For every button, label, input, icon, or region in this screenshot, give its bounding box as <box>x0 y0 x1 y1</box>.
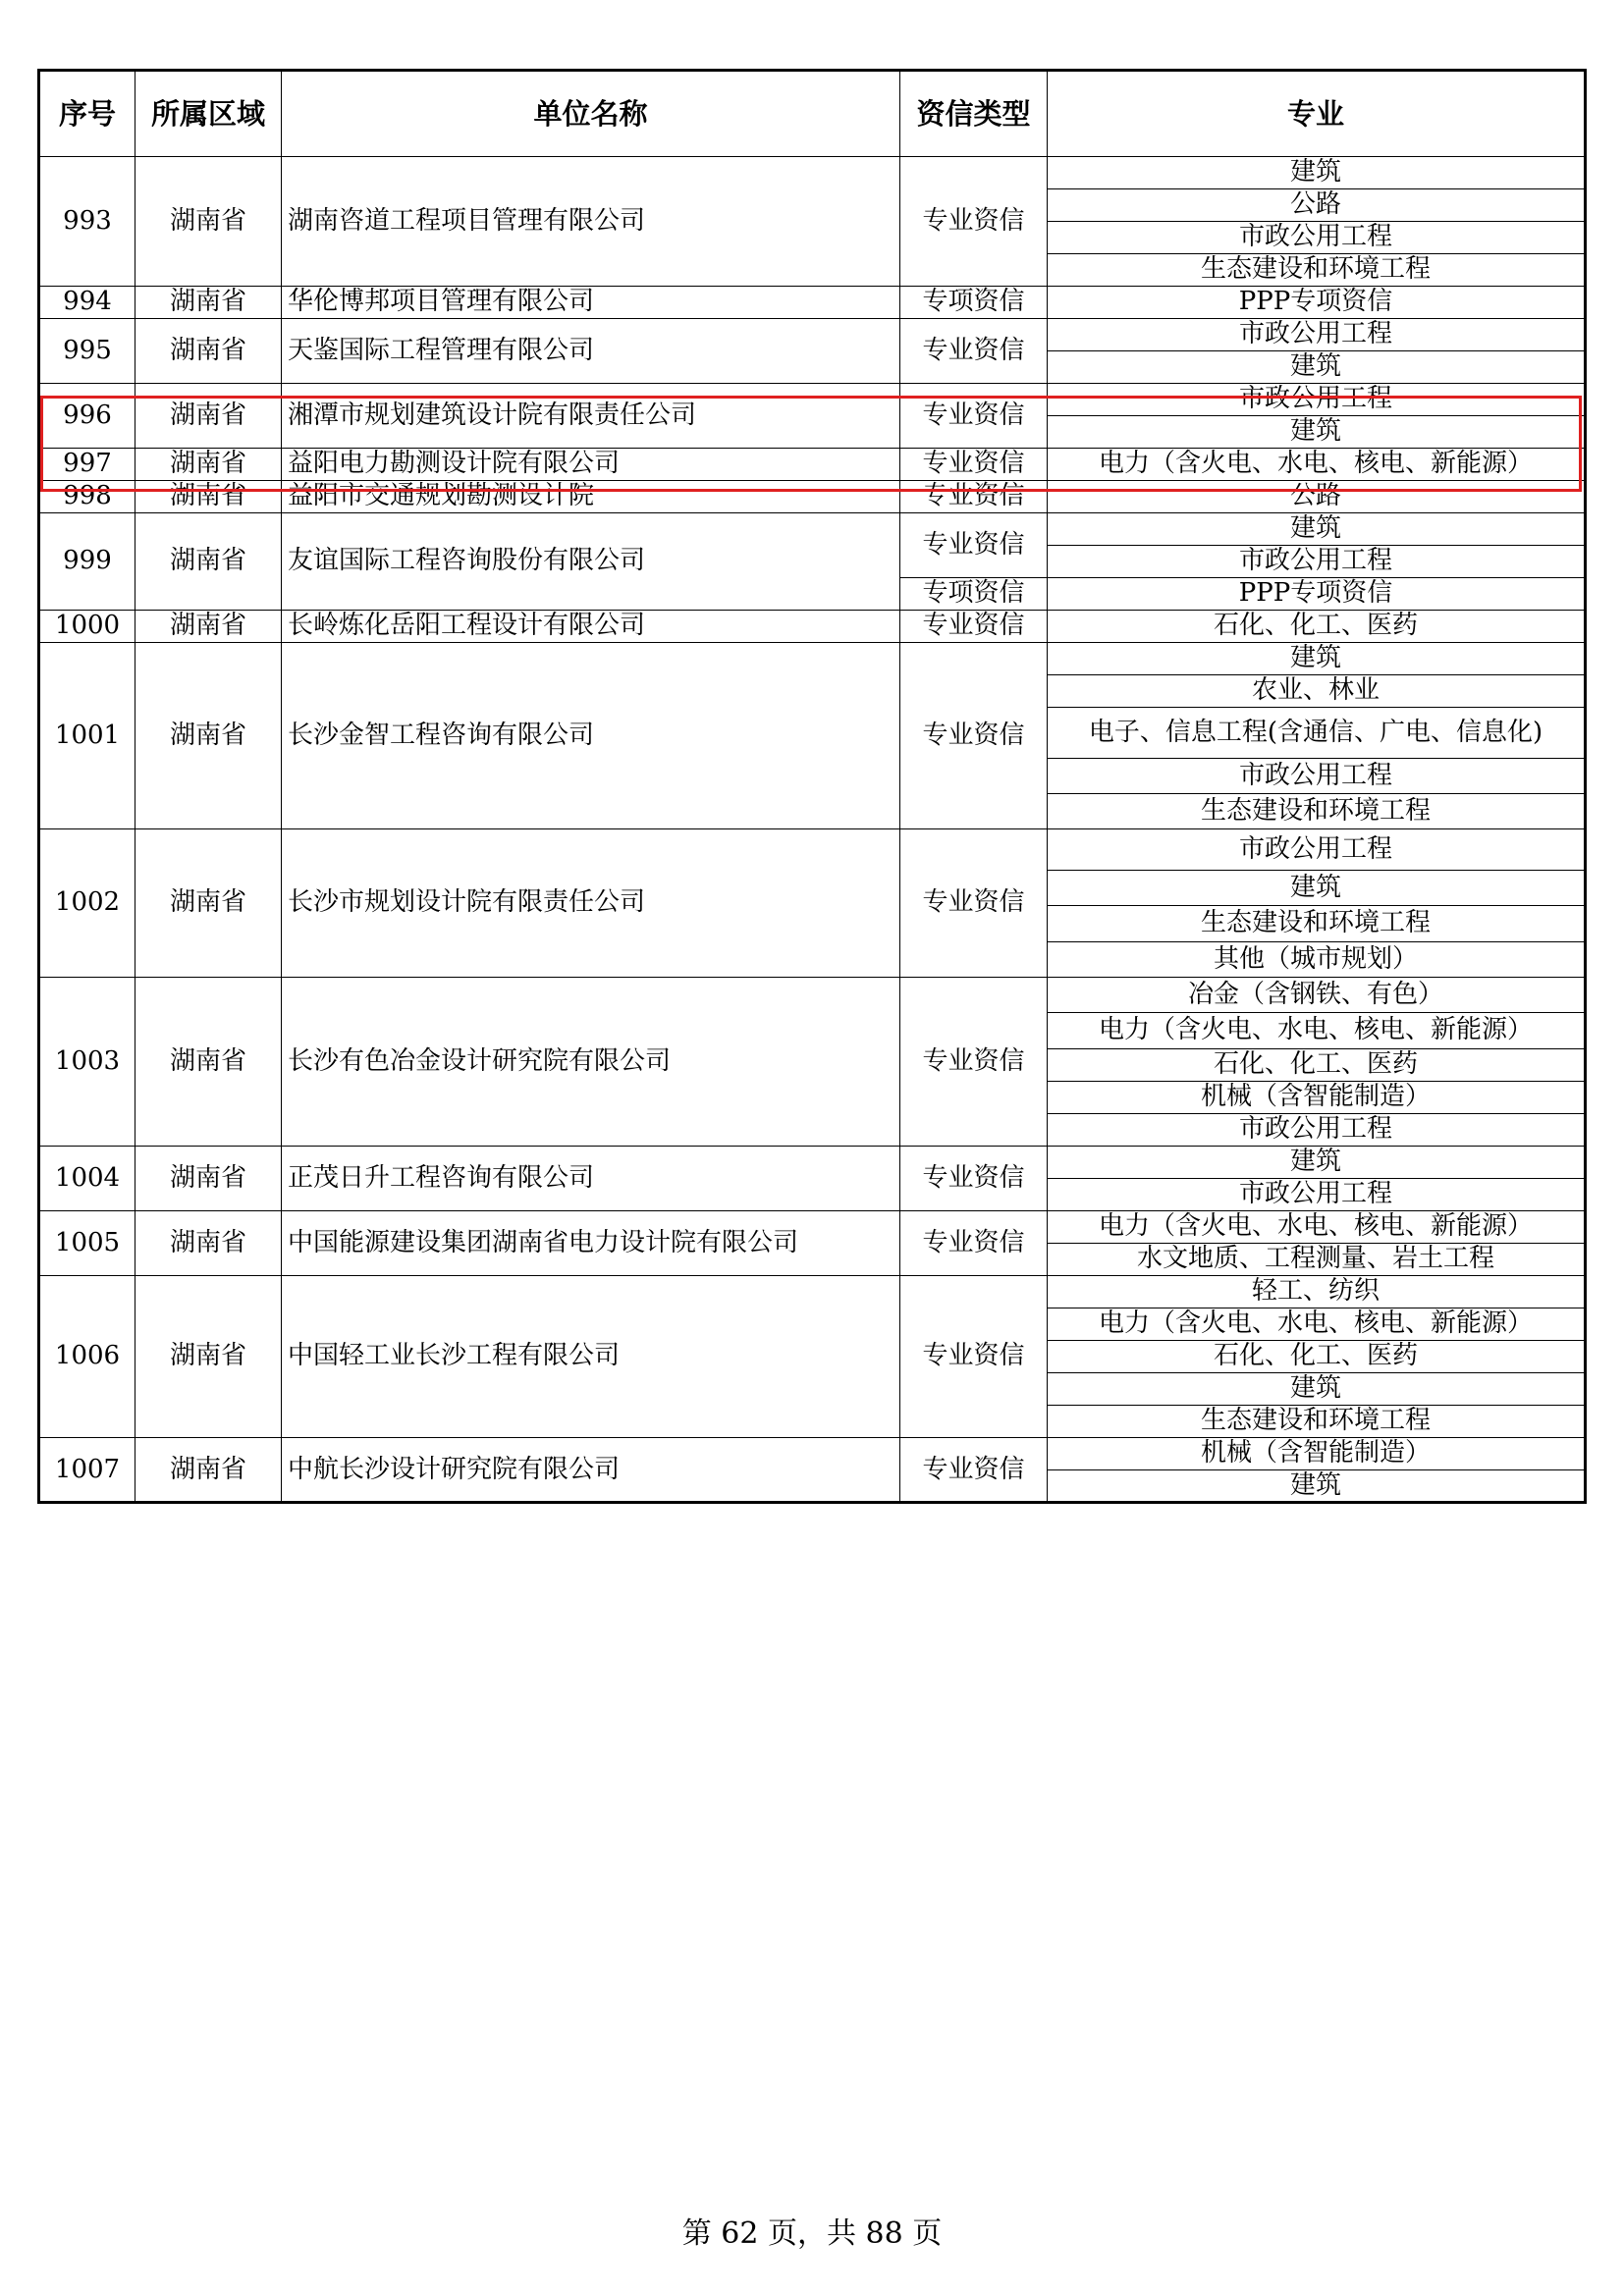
cell-specialty: 电力（含火电、水电、核电、新能源） <box>1048 1013 1586 1049</box>
cell-specialty: 建筑 <box>1048 1147 1586 1179</box>
header-cell-region: 所属区域 <box>135 71 282 157</box>
table-row <box>39 1147 1586 1179</box>
cell-specialty: 公路 <box>1048 481 1586 513</box>
cell-unit-name: 天鉴国际工程管理有限公司 <box>282 319 900 384</box>
cell-specialty: 电力（含火电、水电、核电、新能源） <box>1048 1308 1586 1341</box>
table-header-row <box>39 71 1586 157</box>
cell-region: 湖南省 <box>135 978 282 1147</box>
cell-no: 994 <box>39 287 135 319</box>
cell-unit-name: 长沙金智工程咨询有限公司 <box>282 643 900 829</box>
cell-qualification-type: 专业资信 <box>900 643 1048 829</box>
cell-qualification-type: 专业资信 <box>900 384 1048 449</box>
table-row <box>39 157 1586 189</box>
cell-unit-name: 益阳市交通规划勘测设计院 <box>282 481 900 513</box>
cell-specialty: PPP专项资信 <box>1048 287 1586 319</box>
cell-specialty: 建筑 <box>1048 1470 1586 1503</box>
cell-no: 1001 <box>39 643 135 829</box>
cell-unit-name: 湖南咨道工程项目管理有限公司 <box>282 157 900 287</box>
cell-specialty: 建筑 <box>1048 351 1586 384</box>
header-cell-name: 单位名称 <box>282 71 900 157</box>
cell-specialty: 轻工、纺织 <box>1048 1276 1586 1308</box>
cell-qualification-type: 专业资信 <box>900 1276 1048 1438</box>
cell-region: 湖南省 <box>135 319 282 384</box>
cell-no: 1003 <box>39 978 135 1147</box>
cell-specialty: 生态建设和环境工程 <box>1048 794 1586 829</box>
cell-region: 湖南省 <box>135 449 282 481</box>
header-cell-spec: 专业 <box>1048 71 1586 157</box>
cell-specialty: 市政公用工程 <box>1048 319 1586 351</box>
table-row <box>39 287 1586 319</box>
cell-qualification-type: 专项资信 <box>900 578 1048 611</box>
cell-region: 湖南省 <box>135 1211 282 1276</box>
table-row <box>39 1438 1586 1470</box>
table-row <box>39 978 1586 1013</box>
cell-specialty: 建筑 <box>1048 643 1586 675</box>
cell-region: 湖南省 <box>135 829 282 978</box>
page-footer: 第 62 页，共 88 页 <box>681 2216 943 2251</box>
cell-unit-name: 中航长沙设计研究院有限公司 <box>282 1438 900 1503</box>
cell-specialty: 市政公用工程 <box>1048 384 1586 416</box>
table-row <box>39 319 1586 351</box>
header-cell-type: 资信类型 <box>900 71 1048 157</box>
cell-qualification-type: 专业资信 <box>900 1438 1048 1503</box>
cell-unit-name: 正茂日升工程咨询有限公司 <box>282 1147 900 1211</box>
cell-region: 湖南省 <box>135 513 282 611</box>
table-row <box>39 1276 1586 1308</box>
cell-region: 湖南省 <box>135 1147 282 1211</box>
table-row <box>39 829 1586 871</box>
cell-qualification-type: 专业资信 <box>900 449 1048 481</box>
cell-specialty: 市政公用工程 <box>1048 1179 1586 1211</box>
table-row <box>39 449 1586 481</box>
table-row <box>39 513 1586 546</box>
cell-qualification-type: 专业资信 <box>900 319 1048 384</box>
cell-specialty: 建筑 <box>1048 1373 1586 1406</box>
cell-specialty: 建筑 <box>1048 871 1586 906</box>
cell-specialty: 石化、化工、医药 <box>1048 1049 1586 1082</box>
cell-specialty: 机械（含智能制造） <box>1048 1438 1586 1470</box>
table-row <box>39 481 1586 513</box>
cell-specialty: 公路 <box>1048 189 1586 222</box>
cell-no: 1006 <box>39 1276 135 1438</box>
cell-specialty: 电子、信息工程(含通信、广电、信息化) <box>1048 708 1586 759</box>
cell-specialty: 冶金（含钢铁、有色） <box>1048 978 1586 1013</box>
cell-specialty: 电力（含火电、水电、核电、新能源） <box>1048 449 1586 481</box>
cell-unit-name: 长沙有色冶金设计研究院有限公司 <box>282 978 900 1147</box>
cell-specialty: 生态建设和环境工程 <box>1048 254 1586 287</box>
cell-no: 997 <box>39 449 135 481</box>
cell-specialty: 生态建设和环境工程 <box>1048 906 1586 942</box>
cell-specialty: 石化、化工、医药 <box>1048 611 1586 643</box>
table-row <box>39 643 1586 675</box>
cell-region: 湖南省 <box>135 643 282 829</box>
header-cell-no: 序号 <box>39 71 135 157</box>
cell-specialty: 建筑 <box>1048 513 1586 546</box>
cell-qualification-type: 专业资信 <box>900 157 1048 287</box>
cell-unit-name: 中国轻工业长沙工程有限公司 <box>282 1276 900 1438</box>
cell-region: 湖南省 <box>135 1276 282 1438</box>
cell-specialty: 石化、化工、医药 <box>1048 1341 1586 1373</box>
cell-qualification-type: 专项资信 <box>900 287 1048 319</box>
cell-specialty: 水文地质、工程测量、岩土工程 <box>1048 1244 1586 1276</box>
table-body <box>39 157 1586 1503</box>
cell-specialty: 市政公用工程 <box>1048 829 1586 871</box>
cell-unit-name: 华伦博邦项目管理有限公司 <box>282 287 900 319</box>
cell-qualification-type: 专业资信 <box>900 513 1048 578</box>
qualification-table <box>37 69 1587 1504</box>
cell-unit-name: 益阳电力勘测设计院有限公司 <box>282 449 900 481</box>
cell-no: 999 <box>39 513 135 611</box>
cell-specialty: 其他（城市规划） <box>1048 942 1586 978</box>
cell-no: 1007 <box>39 1438 135 1503</box>
cell-no: 1002 <box>39 829 135 978</box>
cell-qualification-type: 专业资信 <box>900 481 1048 513</box>
cell-no: 995 <box>39 319 135 384</box>
cell-qualification-type: 专业资信 <box>900 611 1048 643</box>
cell-specialty: PPP专项资信 <box>1048 578 1586 611</box>
cell-unit-name: 友谊国际工程咨询股份有限公司 <box>282 513 900 611</box>
cell-unit-name: 长岭炼化岳阳工程设计有限公司 <box>282 611 900 643</box>
cell-specialty: 建筑 <box>1048 157 1586 189</box>
cell-unit-name: 湘潭市规划建筑设计院有限责任公司 <box>282 384 900 449</box>
cell-region: 湖南省 <box>135 157 282 287</box>
cell-no: 998 <box>39 481 135 513</box>
cell-no: 1004 <box>39 1147 135 1211</box>
cell-region: 湖南省 <box>135 611 282 643</box>
cell-region: 湖南省 <box>135 481 282 513</box>
cell-qualification-type: 专业资信 <box>900 978 1048 1147</box>
cell-specialty: 机械（含智能制造） <box>1048 1082 1586 1114</box>
cell-specialty: 市政公用工程 <box>1048 1114 1586 1147</box>
cell-unit-name: 中国能源建设集团湖南省电力设计院有限公司 <box>282 1211 900 1276</box>
cell-qualification-type: 专业资信 <box>900 829 1048 978</box>
cell-specialty: 市政公用工程 <box>1048 546 1586 578</box>
cell-region: 湖南省 <box>135 287 282 319</box>
table-row <box>39 384 1586 416</box>
cell-no: 1005 <box>39 1211 135 1276</box>
cell-specialty: 生态建设和环境工程 <box>1048 1406 1586 1438</box>
cell-specialty: 市政公用工程 <box>1048 759 1586 794</box>
cell-specialty: 电力（含火电、水电、核电、新能源） <box>1048 1211 1586 1244</box>
cell-qualification-type: 专业资信 <box>900 1211 1048 1276</box>
table-row <box>39 611 1586 643</box>
cell-no: 996 <box>39 384 135 449</box>
table-row <box>39 1211 1586 1244</box>
cell-specialty: 农业、林业 <box>1048 675 1586 708</box>
cell-no: 993 <box>39 157 135 287</box>
cell-qualification-type: 专业资信 <box>900 1147 1048 1211</box>
cell-region: 湖南省 <box>135 384 282 449</box>
cell-region: 湖南省 <box>135 1438 282 1503</box>
cell-no: 1000 <box>39 611 135 643</box>
cell-specialty: 市政公用工程 <box>1048 222 1586 254</box>
cell-unit-name: 长沙市规划设计院有限责任公司 <box>282 829 900 978</box>
cell-specialty: 建筑 <box>1048 416 1586 449</box>
